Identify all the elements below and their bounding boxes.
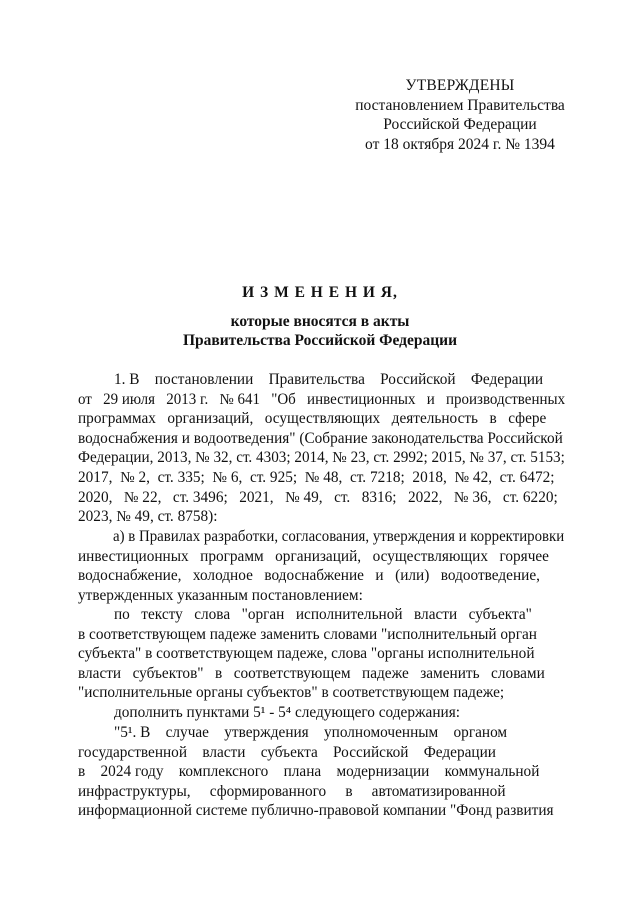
paragraph-replace-line: власти субъектов" в соответствующем падеже заменить словами [78, 664, 545, 682]
heading-title: И З М Е Н Е Н И Я, [242, 284, 398, 301]
paragraph-5-1 [78, 723, 565, 821]
paragraph-1 [78, 370, 565, 527]
paragraph-add [78, 703, 565, 723]
paragraph-1-line: 2023, № 49, ст. 8758): [78, 508, 218, 526]
heading-subtitle-1: которые вносятся в акты [230, 313, 410, 330]
paragraph-1-line: водоснабжения и водоотведения" (Собрание законодательства Российской [78, 429, 563, 447]
paragraph-add-line: дополнить пунктами 5¹ - 5⁴ следующего содержания: [114, 704, 460, 721]
heading-subtitle-2: Правительства Российской Федерации [182, 332, 458, 349]
paragraph-1-line: программах организаций, осуществляющих деятельность в сфере [78, 410, 547, 428]
paragraph-a-line: водоснабжение, холодное водоснабжение и (или) водоотведение, [78, 567, 540, 585]
paragraph-5-1-line: информационной системе публично-правовой компании "Фонд развития [78, 802, 554, 820]
paragraph-replace-line: субъекта" в соответствующем падеже, слова "органы исполнительной [78, 645, 535, 663]
paragraph-a-line: утвержденных указанным постановлением: [78, 586, 363, 604]
paragraph-replace [78, 605, 565, 703]
paragraph-a [78, 527, 565, 605]
paragraph-1-line: Федерации, 2013, № 32, ст. 4303; 2014, № 23, ст. 2992; 2015, № 37, ст. 5153; [78, 449, 565, 467]
approval-line-4: от 18 октября 2024 г. № 1394 [365, 135, 555, 153]
paragraph-1-line: 2017, № 2, ст. 335; № 6, ст. 925; № 48, ст. 7218; 2018, № 42, ст. 6472; [78, 468, 555, 486]
paragraph-5-1-line: государственной власти субъекта Российской Федерации [78, 743, 496, 761]
approval-line-3: Российской Федерации [383, 116, 537, 133]
paragraph-a-line: инвестиционных программ организаций, осуществляющих горячее [78, 547, 549, 565]
paragraph-replace-line: в соответствующем падеже заменить словами "исполнительный орган [78, 625, 537, 643]
paragraph-5-1-line: в 2024 году комплексного плана модернизации коммунальной [78, 763, 540, 781]
approval-block [340, 76, 580, 154]
paragraph-1-line: от 29 июля 2013 г. № 641 "Об инвестиционных и производственных [78, 390, 566, 408]
paragraph-5-1-line: "5¹. В случае утверждения уполномоченным органом [114, 724, 508, 741]
paragraph-1-line: 2020, № 22, ст. 3496; 2021, № 49, ст. 8316; 2022, № 36, ст. 6220; [78, 488, 558, 506]
approval-title: УТВЕРЖДЕНЫ [405, 77, 515, 94]
paragraph-replace-line: "исполнительные органы субъектов" в соответствующем падеже; [78, 684, 505, 702]
approval-line-2: постановлением Правительства [355, 96, 565, 114]
paragraph-1-line: 1. В постановлении Правительства Российской Федерации [114, 371, 544, 388]
paragraph-a-line: а) в Правилах разработки, согласования, утверждения и корректировки [112, 528, 565, 545]
paragraph-replace-line: по тексту слова "орган исполнительной власти субъекта" [114, 606, 532, 623]
paragraph-5-1-line: инфраструктуры, сформированного в автоматизированной [78, 782, 506, 800]
